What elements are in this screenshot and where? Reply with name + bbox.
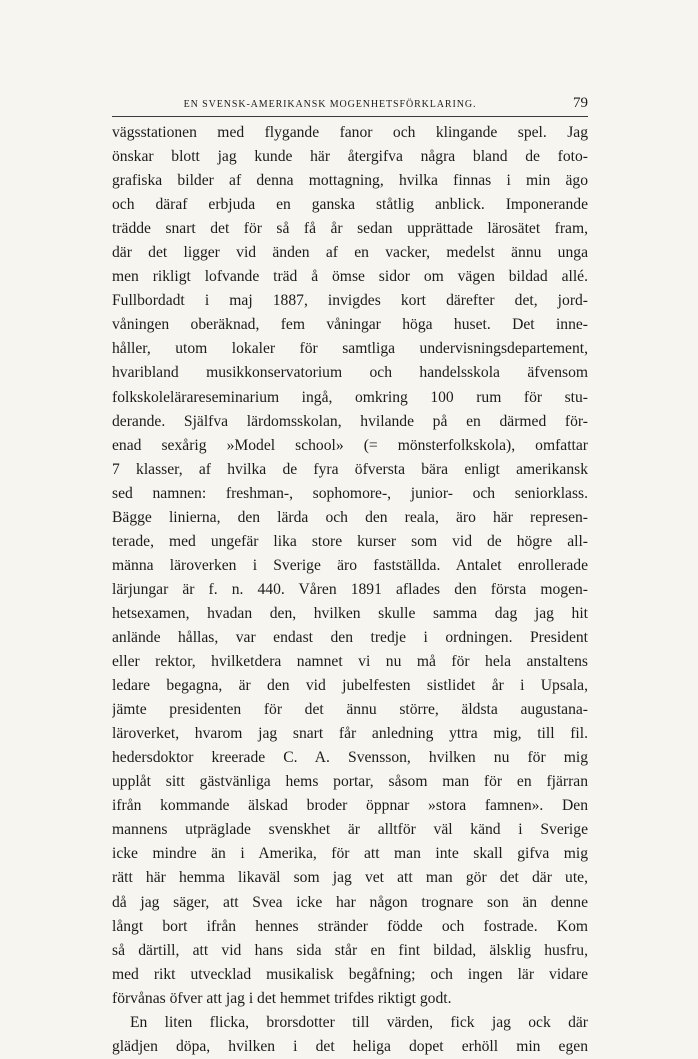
text-line: folkskolelärareseminarium ingå, omkring 100 rum för stu- xyxy=(112,388,588,406)
running-head xyxy=(112,94,588,117)
text-line: upplåt sitt gästvänliga hems portar, såsom man för en fjärran xyxy=(112,773,588,791)
text-line: 7 klasser, af hvilka de fyra öfversta bära enligt amerikansk xyxy=(112,460,588,478)
body-text xyxy=(112,121,588,1059)
text-line: våningen oberäknad, fem våningar höga huset. Det inne- xyxy=(112,316,588,334)
text-line: mannens utpräglade svenskhet är alltför väl känd i Sverige xyxy=(112,821,588,839)
text-line: glädjen döpa, hvilken i det heliga dopet erhöll min egen xyxy=(112,1037,588,1055)
text-line: ledare begagna, är den vid jubelfesten sistlidet år i Upsala, xyxy=(112,677,588,695)
running-title: EN SVENSK-AMERIKANSK MOGENHETSFÖRKLARING. xyxy=(183,99,477,110)
text-line: och däraf erbjuda en ganska ståtlig anblick. Imponerande xyxy=(112,196,588,214)
text-line: sed namnen: freshman-, sophomore-, junior- och seniorklass. xyxy=(112,484,588,502)
text-line: grafiska bilder af denna mottagning, hvilka finnas i min ägo xyxy=(112,172,588,190)
text-line: Bägge linierna, den lärda och den reala, äro här represen- xyxy=(112,508,588,526)
text-line: enad sexårig »Model school» (= mönsterfolkskola), omfattar xyxy=(112,436,588,454)
text-line: Fullbordadt i maj 1887, invigdes kort därefter det, jord- xyxy=(112,292,588,310)
text-line: eller rektor, hvilketdera namnet vi nu må för hela anstaltens xyxy=(112,653,588,671)
text-line: derande. Själfva lärdomsskolan, hvilande på en därmed för- xyxy=(112,412,588,430)
text-line: men rikligt lofvande träd å ömse sidor om vägen bildad allé. xyxy=(112,268,588,286)
text-line: ifrån kommande älskad broder öppnar »stora famnen». Den xyxy=(112,797,588,815)
text-line: så därtill, att vid hans sida står en fint bildad, älsklig husfru, xyxy=(112,941,588,959)
text-line: då jag säger, att Svea icke har någon trognare son än denne xyxy=(112,893,588,911)
text-line: rätt här hemma likaväl som jag vet att man gör det där ute, xyxy=(112,869,588,887)
text-line: lärjungar är f. n. 440. Våren 1891 aflades den första mogen- xyxy=(112,580,588,598)
text-line: hedersdoktor kreerade C. A. Svensson, hvilken nu för mig xyxy=(112,749,588,767)
text-line: männa läroverken i Sverige äro fastställda. Antalet enrollerade xyxy=(112,556,588,574)
book-page xyxy=(112,94,588,1059)
text-line: hetsexamen, hvadan den, hvilken skulle samma dag jag hit xyxy=(112,604,588,622)
text-line: En liten flicka, brorsdotter till värden, fick jag ock där xyxy=(130,1013,588,1031)
text-line: trädde snart det för så få år sedan upprättade lärosätet fram, xyxy=(112,220,588,238)
text-line: håller, utom lokaler för samtliga undervisningsdepartement, xyxy=(112,340,588,358)
text-line: förvånas öfver att jag i det hemmet trifdes riktigt godt. xyxy=(112,989,452,1007)
text-line: önskar blott jag kunde här återgifva några bland de foto- xyxy=(112,148,588,166)
text-line: jämte presidenten för det ännu större, äldsta augustana- xyxy=(112,701,588,719)
text-line: hvaribland musikkonservatorium och handelsskola äfvensom xyxy=(112,364,588,382)
text-line: där det ligger vid änden af en vacker, medelst ännu unga xyxy=(112,244,588,262)
text-line: långt bort ifrån hennes stränder födde och fostrade. Kom xyxy=(112,917,588,935)
text-line: anlände hållas, var endast den tredje i ordningen. President xyxy=(112,628,588,646)
text-line: med rikt utvecklad musikalisk begåfning; och ingen lär vidare xyxy=(112,965,588,983)
text-line: vägsstationen med flygande fanor och klingande spel. Jag xyxy=(112,124,588,141)
text-line: läroverket, hvarom jag snart får anledning yttra mig, till fil. xyxy=(112,725,588,743)
text-line: terade, med ungefär lika store kurser som vid de högre all- xyxy=(112,532,588,550)
text-line: icke mindre än i Amerika, för att man inte skall gifva mig xyxy=(112,845,588,863)
page-number: 79 xyxy=(573,95,588,111)
